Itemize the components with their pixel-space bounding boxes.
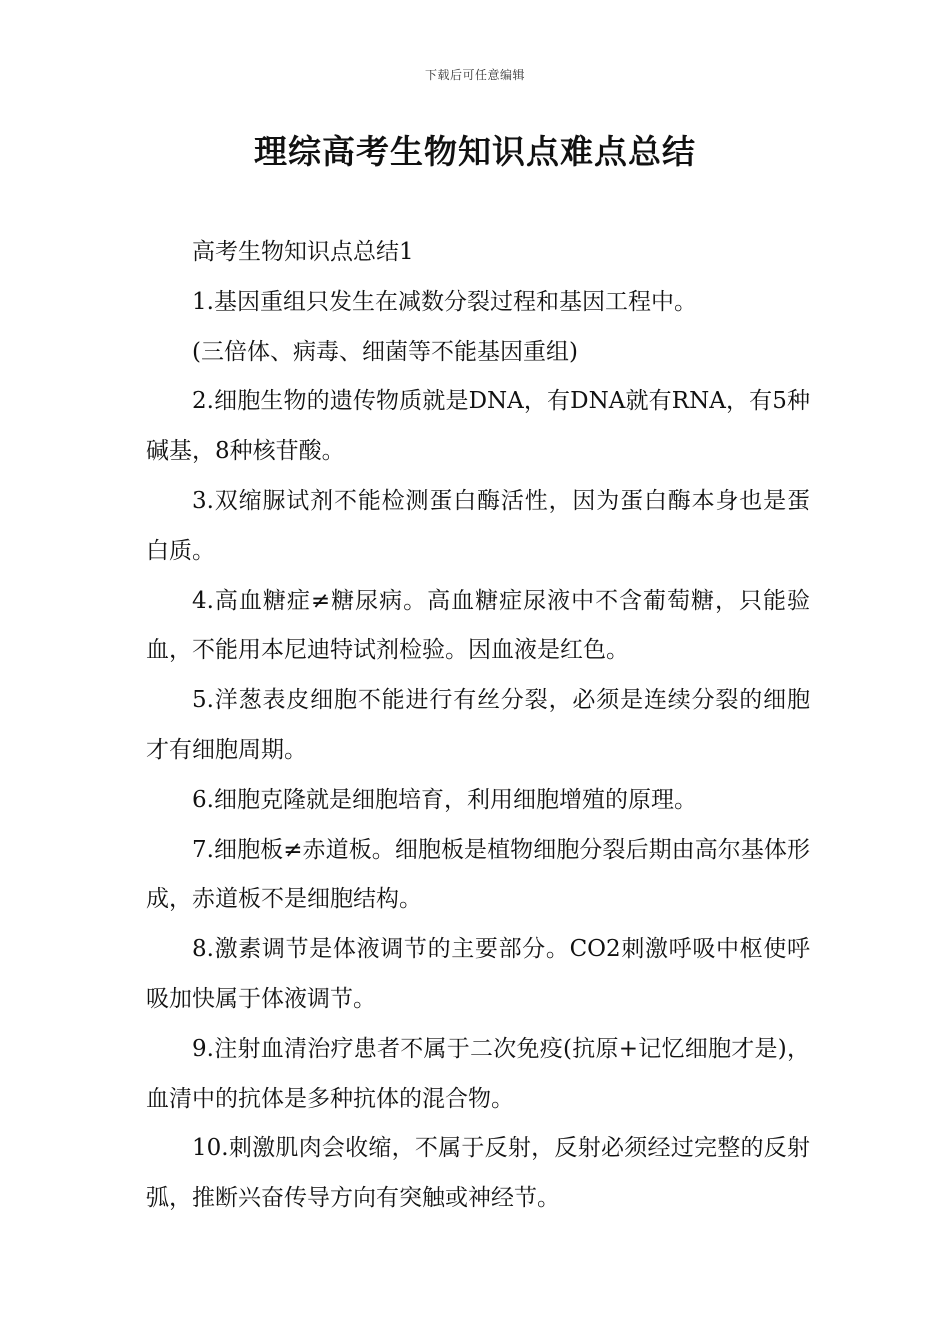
paragraph: 4.高血糖症≠糖尿病。高血糖症尿液中不含葡萄糖，只能验血，不能用本尼迪特试剂检验。因血液是红色。 — [146, 587, 810, 664]
document-body — [146, 228, 810, 1224]
paragraph: 10.刺激肌肉会收缩，不属于反射，反射必须经过完整的反射弧，推断兴奋传导方向有突触或神经节。 — [146, 1135, 810, 1212]
paragraph: 7.细胞板≠赤道板。细胞板是植物细胞分裂后期由高尔基体形成，赤道板不是细胞结构。 — [146, 836, 810, 913]
section-heading: 高考生物知识点总结1 — [192, 239, 414, 265]
paragraph: (三倍体、病毒、细菌等不能基因重组) — [192, 338, 578, 365]
paragraph: 2.细胞生物的遗传物质就是DNA，有DNA就有RNA，有5种碱基，8种核苷酸。 — [146, 388, 810, 465]
paragraph: 1.基因重组只发生在减数分裂过程和基因工程中。 — [192, 288, 697, 315]
paragraph: 8.激素调节是体液调节的主要部分。CO2刺激呼吸中枢使呼吸加快属于体液调节。 — [146, 936, 810, 1012]
paragraph: 5.洋葱表皮细胞不能进行有丝分裂，必须是连续分裂的细胞才有细胞周期。 — [146, 687, 810, 763]
paragraph: 3.双缩脲试剂不能检测蛋白酶活性，因为蛋白酶本身也是蛋白质。 — [146, 487, 810, 564]
paragraph: 6.细胞克隆就是细胞培育，利用细胞增殖的原理。 — [192, 786, 697, 813]
document-title: 理综高考生物知识点难点总结 — [254, 132, 696, 171]
paragraph: 9.注射血清治疗患者不属于二次免疫(抗原+记忆细胞才是)，血清中的抗体是多种抗体的混合物。 — [146, 1035, 810, 1112]
header-note: 下载后可任意编辑 — [424, 68, 525, 82]
